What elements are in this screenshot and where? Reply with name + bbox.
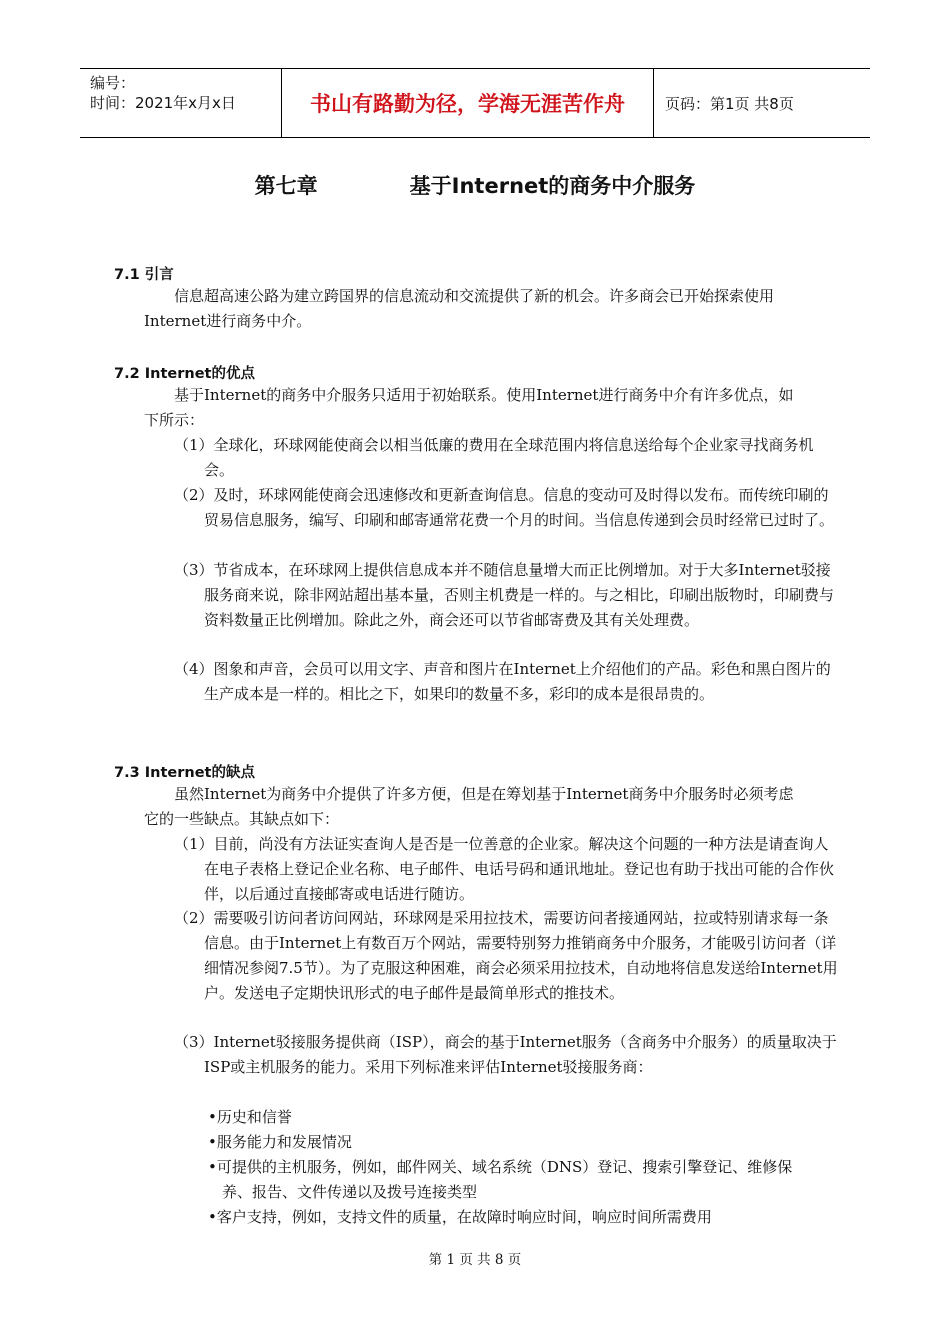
header-page-info: 页码：第1页 共8页: [665, 94, 794, 113]
advantage-item: （2）及时，环球网能使商会迅速修改和更新查询信息。信息的变动可及时得以发布。而传统印刷的贸易信息服务，编写、印刷和邮寄通常花费一个月的时间。当信息传递到会员时经常已过时了。: [174, 486, 835, 529]
section-7-2-intro: 基于Internet的商务中介服务只适用于初始联系。使用Internet进行商务中介有许多优点，如下所示：: [144, 386, 794, 429]
disadvantage-item: （1）目前，尚没有方法证实查询人是否是一位善意的企业家。解决这个问题的一种方法是请查询人在电子表格上登记企业名称、电子邮件、电话号码和通讯地址。登记也有助于找出可能的合作伙伴，以后通过直接邮寄或电话进行随访。: [174, 835, 835, 903]
section-heading-7-1: 7.1 引言: [114, 267, 174, 283]
section-heading-7-2: 7.2 Internet的优点: [114, 366, 255, 382]
advantage-item: （4）图象和声音，会员可以用文字、声音和图片在Internet上介绍他们的产品。彩色和黑白图片的生产成本是一样的。相比之下，如果印的数量不多，彩印的成本是很昂贵的。: [174, 660, 831, 703]
advantage-item: （1）全球化，环球网能使商会以相当低廉的费用在全球范围内将信息送给每个企业家寻找商务机会。: [174, 436, 814, 479]
chapter-name: 基于Internet的商务中介服务: [409, 174, 696, 198]
document-header: [80, 68, 870, 138]
page-footer: 第 1 页 共 8 页: [428, 1252, 522, 1268]
section-7-1-paragraph: 信息超高速公路为建立跨国界的信息流动和交流提供了新的机会。许多商会已开始探索使用Internet进行商务中介。: [144, 287, 775, 330]
header-left-cell: [80, 69, 282, 137]
motto: 书山有路勤为径，学海无涯苦作舟: [282, 69, 654, 137]
disadvantage-item: （3）Internet驳接服务提供商（ISP），商会的基于Internet服务（含商务中介服务）的质量取决于ISP或主机服务的能力。采用下列标准来评估Internet驳接服务商：: [174, 1033, 837, 1076]
criteria-bullet: •客户支持，例如，支持文件的质量，在故障时响应时间，响应时间所需费用: [208, 1208, 712, 1226]
section-heading-7-3: 7.3 Internet的缺点: [114, 765, 255, 781]
criteria-bullet: •历史和信誉: [208, 1108, 292, 1126]
number-label: 编号：: [90, 74, 136, 92]
chapter-number: 第七章: [254, 174, 318, 198]
advantage-item: （3）节省成本，在环球网上提供信息成本并不随信息量增大而正比例增加。对于大多Internet驳接服务商来说，除非网站超出基本量，否则主机费是一样的。与之相比，印刷出版物时，印刷费与资料数量正比例增加。除此之外，商会还可以节省邮寄费及其有关处理费。: [174, 561, 835, 629]
chapter-title: [0, 170, 950, 200]
time-label: 时间：2021年x月x日: [90, 94, 236, 112]
disadvantage-item: （2）需要吸引访问者访问网站，环球网是采用拉技术，需要访问者接通网站，拉或特别请求每一条信息。由于Internet上有数百万个网站，需要特别努力推销商务中介服务，才能吸引访问者（详细情况参阅7.5节）。为了克服这种困难，商会必须采用拉技术，自动地将信息发送给Internet用户。发送电子定期快讯形式的电子邮件是最简单形式的推技术。: [174, 909, 838, 1002]
criteria-bullet: •服务能力和发展情况: [208, 1133, 352, 1151]
section-7-3-intro: 虽然Internet为商务中介提供了许多方便，但是在筹划基于Internet商务中介服务时必须考虑它的一些缺点。其缺点如下：: [144, 785, 794, 828]
criteria-bullet: •可提供的主机服务，例如，邮件网关、域名系统（DNS）登记、搜索引擎登记、维修保养、报告、文件传递以及拨号连接类型: [208, 1158, 793, 1201]
